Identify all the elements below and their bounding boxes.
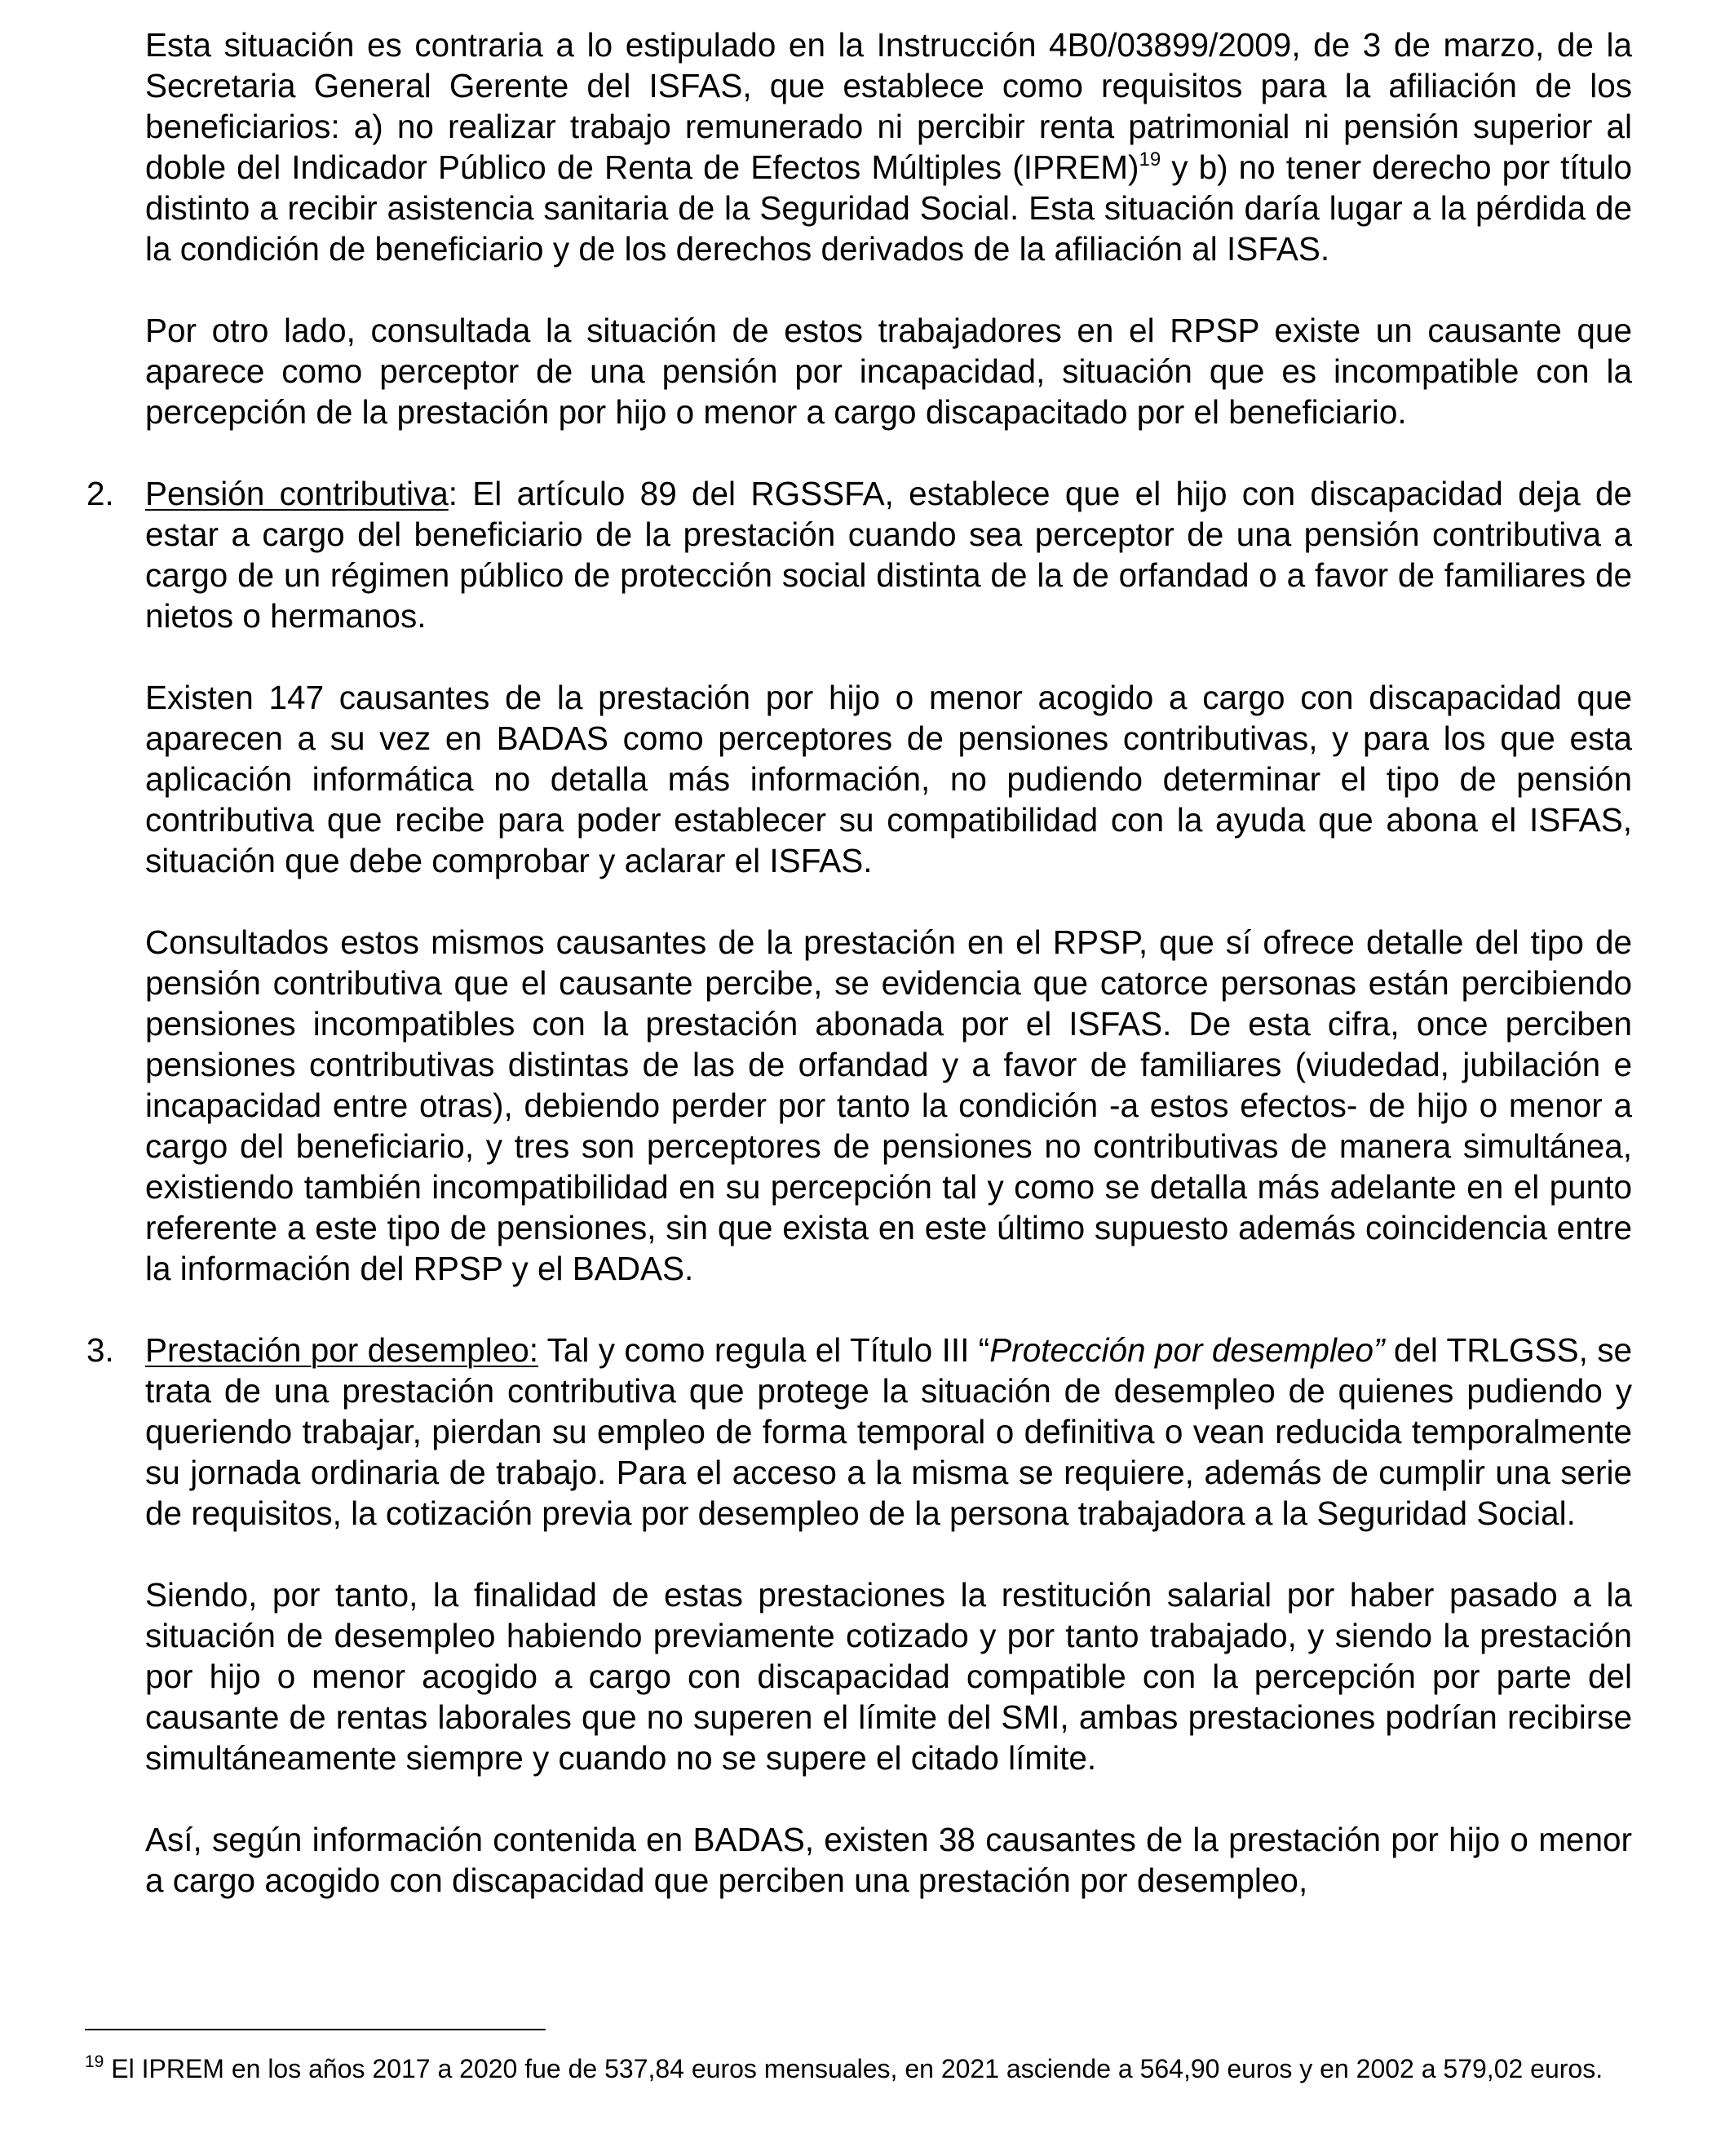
paragraph-text: y b) no tener derecho por título distinto a recibir asistencia sanitaria de la Seguridad Social. Esta situación daría lugar a la pérdida de la condición de beneficiario y de los derechos derivados de la afiliación al ISFAS. <box>145 148 1632 268</box>
list-item-pension-contributiva <box>86 473 1632 636</box>
list-item-prestacion-desempleo <box>86 1330 1632 1534</box>
footnote-text: El IPREM en los años 2017 a 2020 fue de 537,84 euros mensuales, en 2021 asciende a 564,90 euros y en 2002 a 579,02 euros. <box>104 2054 1604 2083</box>
paragraph-rpsp-incapacity: Por otro lado, consultada la situación de estos trabajadores en el RPSP existe un causante que aparece como perceptor de una pensión por incapacidad, situación que es incompatible con la percepción de la prestación por hijo o menor a cargo discapacitado por el beneficiario. <box>145 312 1632 431</box>
footnote-reference: 19 <box>1139 148 1161 170</box>
list-number: 2. <box>86 475 114 512</box>
body-text <box>86 24 1632 1901</box>
footnote-number: 19 <box>85 2052 104 2071</box>
paragraph-38-causantes: Así, según información contenida en BADAS, existen 38 causantes de la prestación por hijo o menor a cargo acogido con discapacidad que perciben una prestación por desempleo, <box>145 1821 1632 1899</box>
paragraph-text: Esta situación es contraria a lo estipulado en la Instrucción 4B0/03899/2009, de 3 de marzo, de la Secretaria General Gerente del ISFAS, que establece como requisitos para la afiliación de los beneficiarios: a) no realizar trabajo remunerado ni percibir renta patrimonial ni pensión superior al doble del Indicador Público de Renta de Efectos Múltiples (IPREM) <box>145 26 1632 186</box>
item-heading: Prestación por desempleo: <box>145 1331 539 1369</box>
paragraph-isfas-instruction <box>145 24 1632 269</box>
item-heading: Pensión contributiva <box>145 475 449 512</box>
footnote <box>85 2052 1632 2087</box>
item-text: Tal y como regula el Título III “ <box>538 1331 990 1369</box>
footnote-divider <box>85 2029 546 2030</box>
item-text: del TRLGSS, se trata de una prestación contributiva que protege la situación de desempleo de quienes pudiendo y queriendo trabajar, pierdan su empleo de forma temporal o definitiva o vean reducida temporalmente su jornada ordinaria de trabajo. Para el acceso a la misma se requiere, además de cumplir una serie de requisitos, la cotización previa por desempleo de la persona trabajadora a la Seguridad Social. <box>145 1331 1632 1532</box>
paragraph-147-causantes: Existen 147 causantes de la prestación por hijo o menor acogido a cargo con discapacidad que aparecen a su vez en BADAS como perceptores de pensiones contributivas, y para los que esta aplicación informática no detalla más información, no pudiendo determinar el tipo de pensión contributiva que recibe para poder establecer su compatibilidad con la ayuda que abona el ISFAS, situación que debe comprobar y aclarar el ISFAS. <box>145 679 1632 879</box>
paragraph-restitucion-salarial: Siendo, por tanto, la finalidad de estas prestaciones la restitución salarial por haber pasado a la situación de desempleo habiendo previamente cotizado y por tanto trabajado, y siendo la prestación por hijo o menor acogido a cargo con discapacidad compatible con la percepción por parte del causante de rentas laborales que no superen el límite del SMI, ambas prestaciones podrían recibirse simultáneamente siempre y cuando no se supere el citado límite. <box>145 1576 1632 1777</box>
italic-title: Protección por desempleo” <box>989 1331 1385 1369</box>
item-text: : El artículo 89 del RGSSFA, establece que el hijo con discapacidad deja de estar a cargo del beneficiario de la prestación cuando sea perceptor de una pensión contributiva a cargo de un régimen público de protección social distinta de la de orfandad o a favor de familiares de nietos o hermanos. <box>145 475 1632 635</box>
list-number: 3. <box>86 1331 114 1369</box>
paragraph-rpsp-detail: Consultados estos mismos causantes de la prestación en el RPSP, que sí ofrece detalle del tipo de pensión contributiva que el causante percibe, se evidencia que catorce personas están percibiendo pensiones incompatibles con la prestación abonada por el ISFAS. De esta cifra, once perciben pensiones contributivas distintas de las de orfandad y a favor de familiares (viudedad, jubilación e incapacidad entre otras), debiendo perder por tanto la condición -a estos efectos- de hijo o menor a cargo del beneficiario, y tres son perceptores de pensiones no contributivas de manera simultánea, existiendo también incompatibilidad en su percepción tal y como se detalla más adelante en el punto referente a este tipo de pensiones, sin que exista en este último supuesto además coincidencia entre la información del RPSP y el BADAS. <box>145 923 1632 1287</box>
